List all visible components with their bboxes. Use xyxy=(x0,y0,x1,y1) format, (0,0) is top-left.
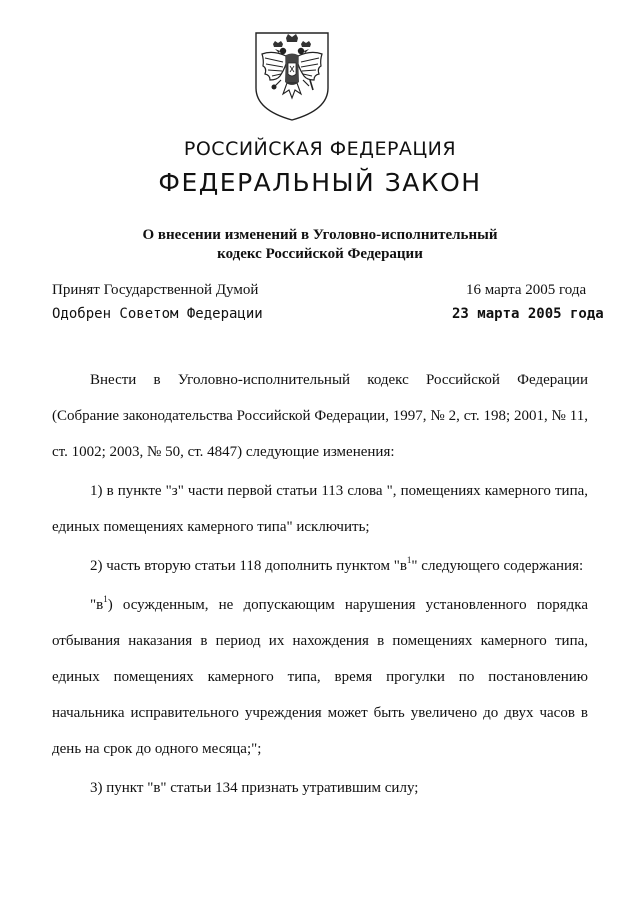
amendment-item-3: 3) пункт "в" статьи 134 признать утратившим силу; xyxy=(90,780,419,796)
amendment-item-2-text: 2) часть вторую статьи 118 дополнить пунктом "в xyxy=(90,558,407,574)
duma-adoption-date: 16 марта 2005 года xyxy=(466,282,587,298)
document-type: ФЕДЕРАЛЬНЫЙ ЗАКОН xyxy=(158,168,482,197)
superscript: 1 xyxy=(406,555,412,565)
country-name: РОССИЙСКАЯ ФЕДЕРАЦИЯ xyxy=(183,138,457,160)
law-title xyxy=(0,226,640,264)
council-approval-date: 23 марта 2005 года xyxy=(452,306,604,322)
amendment-item-2-text-end: " следующего содержания: xyxy=(411,558,584,574)
coat-of-arms-icon xyxy=(253,30,331,122)
quoted-clause-start: "в xyxy=(90,597,104,613)
superscript: 1 xyxy=(103,594,108,604)
amendment-item-1: 1) в пункте "з" части первой статьи 113 слова ", помещениях камерного типа, единых помещениях камерного типа" исключить; xyxy=(52,483,588,535)
duma-adoption-label: Принят Государственной Думой xyxy=(52,282,259,298)
law-body xyxy=(52,362,588,806)
law-title-line-1: О внесении изменений в Уголовно-исполнительный xyxy=(142,227,498,243)
council-approval-label: Одобрен Советом Федерации xyxy=(52,306,263,322)
quoted-clause-text: ) осужденным, не допускающим нарушения установленного порядка отбывания наказания в период их нахождения в помещениях камерного типа, единых помещениях камерного типа, время прогулки по постановлению начальника исправительного учреждения может быть увеличено до двух часов в день на срок до одного месяца;"; xyxy=(52,597,588,757)
amendment-item-2 xyxy=(52,548,588,584)
law-title-line-2: кодекс Российской Федерации xyxy=(217,246,423,262)
intro-paragraph: Внести в Уголовно-исполнительный кодекс Российской Федерации (Собрание законодательства Российской Федерации, 1997, № 2, ст. 198; 2001, № 11, ст. 1002; 2003, № 50, ст. 4847) следующие изменения: xyxy=(52,372,588,460)
quoted-new-clause xyxy=(52,587,588,767)
